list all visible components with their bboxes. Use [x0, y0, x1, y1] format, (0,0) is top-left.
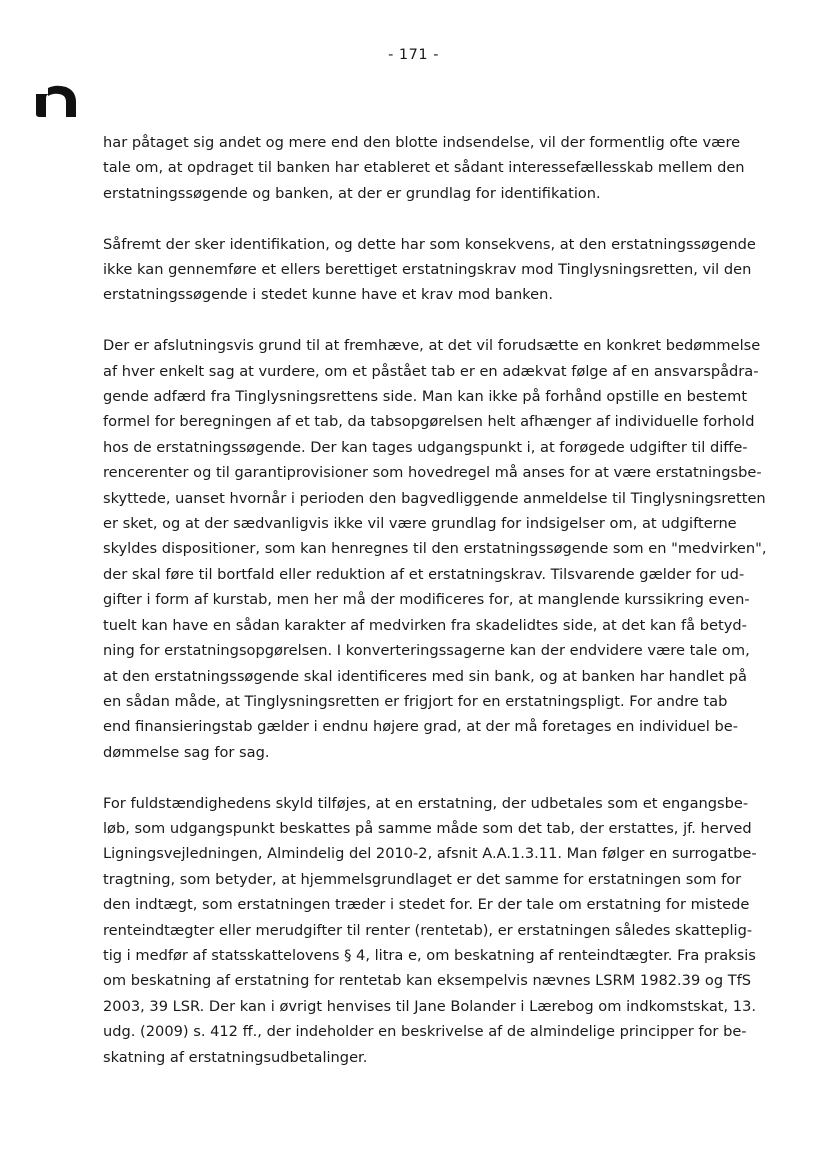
abstract-mark-icon: [34, 84, 78, 118]
paragraph: [103, 130, 745, 206]
text-line: end finansieringstab gælder i endnu højere grad, at der må foretages en individuel be-: [103, 718, 738, 736]
text-line: For fuldstændighedens skyld tilføjes, at en erstatning, der udbetales som et engangsbe-: [103, 794, 749, 812]
document-body: [103, 130, 767, 1095]
text-line: tale om, at opdraget til banken har etableret et sådant interessefællesskab mellem den: [103, 159, 745, 177]
text-line: skatning af erstatningsudbetalinger.: [103, 1048, 368, 1066]
text-line: der skal føre til bortfald eller reduktion af et erstatningskrav. Tilsvarende gælder for ud-: [103, 565, 745, 583]
text-line: erstatningssøgende i stedet kunne have et krav mod banken.: [103, 286, 554, 304]
text-line: formel for beregningen af et tab, da tabsopgørelsen helt afhænger af individuelle forhold: [103, 413, 755, 431]
paragraph: [103, 232, 756, 308]
paragraph: [103, 333, 767, 765]
text-line: ning for erstatningsopgørelsen. I konverteringssagerne kan der endvidere være tale om,: [103, 642, 750, 660]
text-line: tig i medfør af statsskattelovens § 4, litra e, om beskatning af renteindtægter. Fra praksis: [103, 946, 756, 964]
text-line: løb, som udgangspunkt beskattes på samme måde som det tab, der erstattes, jf. herved: [103, 819, 752, 837]
text-line: den indtægt, som erstatningen træder i stedet for. Er der tale om erstatning for mistede: [103, 896, 750, 914]
text-line: hos de erstatningssøgende. Der kan tages udgangspunkt i, at forøgede udgifter til diffe-: [103, 438, 748, 456]
paragraph: [103, 791, 757, 1070]
text-line: gifter i form af kurstab, men her må der modificeres for, at manglende kurssikring even-: [103, 591, 750, 609]
text-line: Ligningsvejledningen, Almindelig del 2010-2, afsnit A.A.1.3.11. Man følger en surrogatbe-: [103, 845, 757, 863]
text-line: er sket, og at der sædvanligvis ikke vil være grundlag for indsigelser om, at udgifterne: [103, 515, 737, 533]
text-line: udg. (2009) s. 412 ff., der indeholder en beskrivelse af de almindelige principper for be-: [103, 1023, 747, 1041]
text-line: tragtning, som betyder, at hjemmelsgrundlaget er det samme for erstatningen som for: [103, 870, 742, 888]
text-line: erstatningssøgende og banken, at der er grundlag for identifikation.: [103, 184, 601, 202]
text-line: af hver enkelt sag at vurdere, om et påstået tab er en adækvat følge af en ansvarspådra-: [103, 362, 759, 380]
page-number: - 171 -: [388, 47, 439, 63]
text-line: om beskatning af erstatning for rentetab kan eksempelvis nævnes LSRM 1982.39 og TfS: [103, 972, 752, 990]
text-line: har påtaget sig andet og mere end den blotte indsendelse, vil der formentlig ofte være: [103, 134, 741, 151]
text-line: skyldes dispositioner, som kan henregnes til den erstatningssøgende som en "medvirken",: [103, 540, 767, 558]
text-line: 2003, 39 LSR. Der kan i øvrigt henvises til Jane Bolander i Lærebog om indkomstskat, 13.: [103, 997, 756, 1015]
text-line: rencerenter og til garantiprovisioner som hovedregel må anses for at være erstatningsbe-: [103, 464, 762, 482]
text-line: gende adfærd fra Tinglysningsrettens side. Man kan ikke på forhånd opstille en bestemt: [103, 388, 748, 406]
text-line: at den erstatningssøgende skal identificeres med sin bank, og at banken har handlet på: [103, 667, 747, 685]
text-line: Der er afslutningsvis grund til at fremhæve, at det vil forudsætte en konkret bedømmelse: [103, 337, 761, 355]
text-line: skyttede, uanset hvornår i perioden den bagvedliggende anmeldelse til Tinglysningsretten: [103, 489, 766, 507]
text-line: en sådan måde, at Tinglysningsretten er frigjort for en erstatningspligt. For andre tab: [103, 692, 728, 710]
text-line: Såfremt der sker identifikation, og dette har som konsekvens, at den erstatningssøgende: [103, 235, 756, 253]
text-line: renteindtægter eller merudgifter til renter (rentetab), er erstatningen således skatteplig-: [103, 921, 753, 939]
text-line: tuelt kan have en sådan karakter af medvirken fra skadelidtes side, at det kan få betyd-: [103, 616, 747, 634]
text-line: ikke kan gennemføre et ellers berettiget erstatningskrav mod Tinglysningsretten, vil den: [103, 261, 752, 279]
text-line: dømmelse sag for sag.: [103, 743, 270, 761]
